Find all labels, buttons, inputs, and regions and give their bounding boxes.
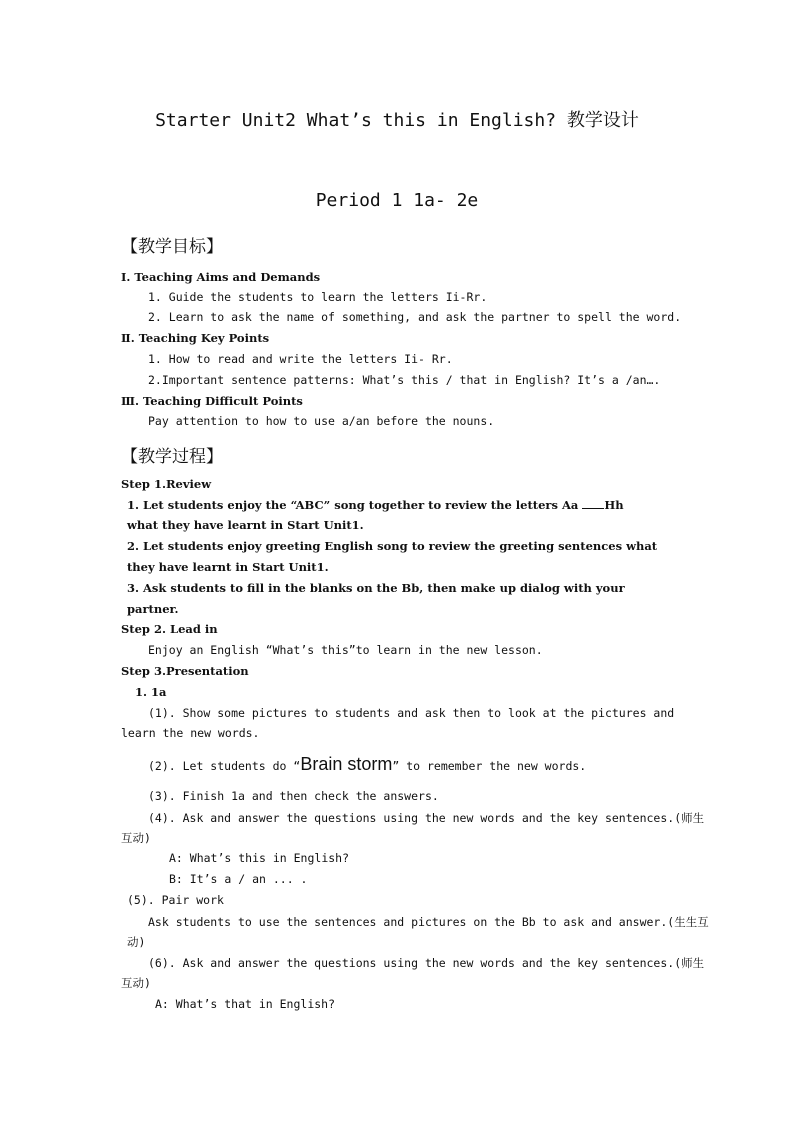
presentation-5: (5). Pair work bbox=[127, 893, 224, 907]
key-points-heading: Ⅱ. Teaching Key Points bbox=[121, 331, 270, 345]
difficult-points-heading: Ⅲ. Teaching Difficult Points bbox=[121, 394, 303, 408]
presentation-5-line-2: 动) bbox=[127, 935, 146, 949]
step2-heading: Step 2. Lead in bbox=[121, 622, 218, 636]
lead-in-text: Enjoy an English “What’s this”to learn in the new lesson. bbox=[148, 643, 543, 657]
section-objectives-heading: 【教学目标】 bbox=[121, 237, 223, 257]
presentation-2 bbox=[148, 754, 586, 775]
review-item-1-end: Hh bbox=[604, 498, 624, 512]
key-point-1: 1. How to read and write the letters Ii- Rr. bbox=[148, 352, 453, 366]
presentation-4-line-1: (4). Ask and answer the questions using the new words and the key sentences.(师生 bbox=[148, 811, 705, 825]
aims-item-1: 1. Guide the students to learn the letters Ii-Rr. bbox=[148, 290, 488, 304]
step3-heading: Step 3.Presentation bbox=[121, 664, 249, 678]
step1-heading: Step 1.Review bbox=[121, 477, 212, 491]
document-title: Starter Unit2 What’s this in English? 教学设计 bbox=[155, 110, 639, 131]
review-item-2-line-1: 2. Let students enjoy greeting English song to review the greeting sentences what bbox=[127, 539, 658, 553]
presentation-1-line-1: (1). Show some pictures to students and ask then to look at the pictures and bbox=[148, 706, 675, 720]
review-item-2-line-2: they have learnt in Start Unit1. bbox=[127, 560, 329, 574]
dialogue-b-1: B: It’s a / an ... . bbox=[169, 872, 308, 886]
presentation-6-line-2: 互动) bbox=[121, 976, 151, 990]
aims-heading: Ⅰ. Teaching Aims and Demands bbox=[121, 270, 321, 284]
period-heading: Period 1 1a- 2e bbox=[315, 190, 479, 211]
brain-storm-label: Brain storm bbox=[300, 754, 393, 774]
dialogue-a-1: A: What’s this in English? bbox=[169, 851, 350, 865]
section-process-heading: 【教学过程】 bbox=[121, 447, 223, 467]
presentation-4-line-2: 互动) bbox=[121, 831, 151, 845]
presentation-3: (3). Finish 1a and then check the answers. bbox=[148, 789, 439, 803]
dialogue-a-2: A: What’s that in English? bbox=[155, 997, 336, 1011]
review-item-1-line-2: what they have learnt in Start Unit1. bbox=[127, 518, 364, 532]
review-item-3-line-1: 3. Ask students to fill in the blanks on the Bb, then make up dialog with your bbox=[127, 581, 625, 595]
aims-item-2: 2. Learn to ask the name of something, and ask the partner to spell the word. bbox=[148, 310, 682, 324]
key-point-2: 2.Important sentence patterns: What’s this / that in English? It’s a /an…. bbox=[148, 373, 661, 387]
presentation-5-line-1: Ask students to use the sentences and pictures on the Bb to ask and answer.(生生互 bbox=[148, 915, 709, 929]
fill-blank bbox=[582, 498, 604, 509]
presentation-2-post: ” to remember the new words. bbox=[392, 759, 587, 773]
review-item-1-text: 1. Let students enjoy the “ABC” song together to review the letters Aa bbox=[127, 498, 579, 512]
presentation-1a: 1. 1a bbox=[135, 685, 167, 699]
presentation-1-line-2: learn the new words. bbox=[121, 726, 260, 740]
review-item-1-line-1 bbox=[127, 498, 624, 512]
presentation-2-pre: (2). Let students do “ bbox=[148, 759, 301, 773]
review-item-3-line-2: partner. bbox=[127, 602, 179, 616]
presentation-6-line-1: (6). Ask and answer the questions using the new words and the key sentences.(师生 bbox=[148, 956, 705, 970]
difficult-point-1: Pay attention to how to use a/an before the nouns. bbox=[148, 414, 495, 428]
